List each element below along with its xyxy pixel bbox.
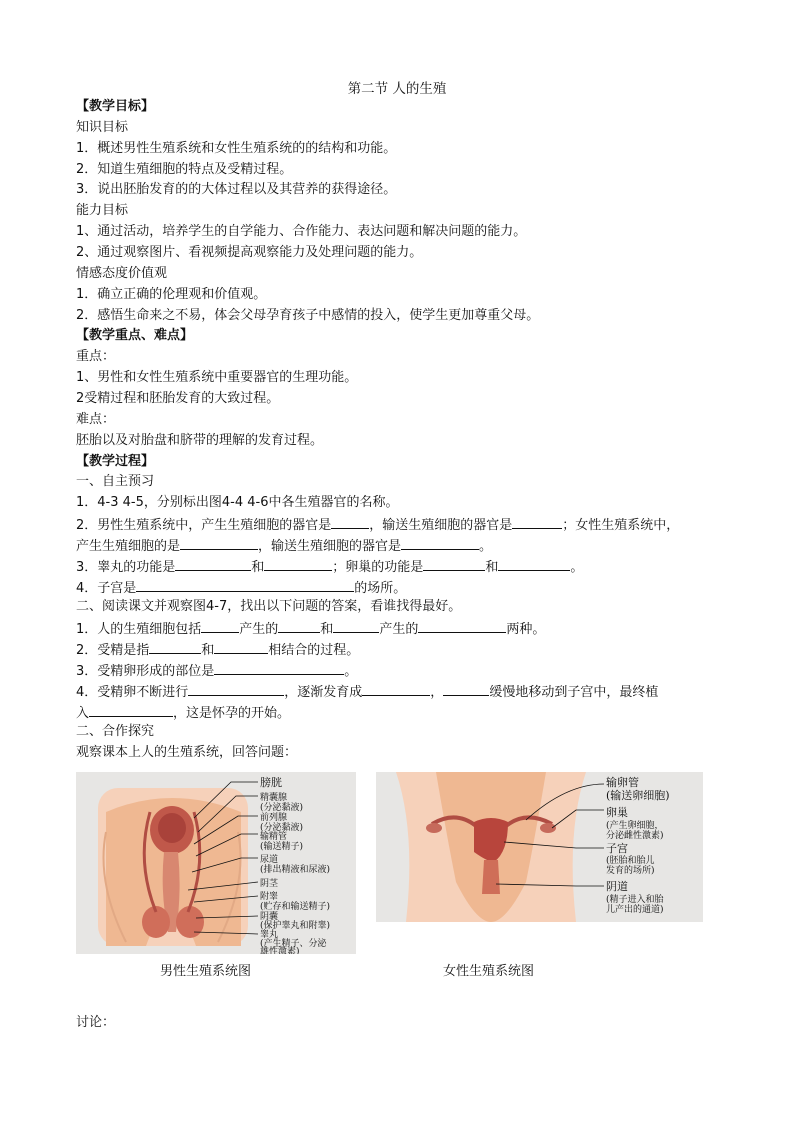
question-text: 的场所。 <box>354 581 407 596</box>
male-label: 阴囊 <box>260 912 279 922</box>
key-item: 2受精过程和胚胎发育的大致过程。 <box>76 391 280 406</box>
male-label: 精囊腺 <box>260 793 288 803</box>
female-label: (精子进入和胎 <box>606 895 664 905</box>
coop-text: 观察课本上人的生殖系统，回答问题： <box>76 745 298 760</box>
answer-blank[interactable] <box>278 618 320 633</box>
male-label: (排出精液和尿液) <box>260 865 331 875</box>
male-label: (分泌黏液) <box>260 823 304 833</box>
knowledge-item: 1．概述男性生殖系统和女性生殖系统的的结构和功能。 <box>76 141 397 156</box>
question-text: 4．子宫是 <box>76 581 137 596</box>
question-text: 缓慢地移动到子宫中，最终植 <box>489 685 659 700</box>
answer-blank[interactable] <box>443 681 489 696</box>
male-figure-caption: 男性生殖系统图 <box>160 964 252 979</box>
read-question-3 <box>76 660 357 682</box>
question-text: 相结合的过程。 <box>268 643 360 658</box>
female-label: 分泌雌性激素) <box>606 831 664 841</box>
question-text: ，输送生殖细胞的器官是 <box>258 539 402 554</box>
female-label: 卵巢 <box>606 806 628 819</box>
answer-blank[interactable] <box>175 556 251 571</box>
male-label: 输精管 <box>260 832 288 842</box>
question-text: 。 <box>570 560 584 575</box>
male-label: 雄性激素) <box>260 947 300 954</box>
key-item: 1、男性和女性生殖系统中重要器官的生理功能。 <box>76 370 358 385</box>
answer-blank[interactable] <box>423 556 485 571</box>
answer-blank[interactable] <box>89 702 173 717</box>
answer-blank[interactable] <box>418 618 506 633</box>
question-text: ；女性生殖系统中， <box>562 518 680 533</box>
question-text: 。 <box>344 664 358 679</box>
answer-blank[interactable] <box>149 639 201 654</box>
question-text: 产生生殖细胞的是 <box>76 539 181 554</box>
preview-question-2 <box>76 514 679 536</box>
male-label: (保护睾丸和附睾) <box>260 921 331 931</box>
coop-heading: 二、合作探究 <box>76 724 155 739</box>
question-text: 和 <box>251 560 265 575</box>
question-text: ；卵巢的功能是 <box>332 560 424 575</box>
keypoints-heading: 【教学重点、难点】 <box>76 328 194 343</box>
question-text: 和 <box>320 622 334 637</box>
question-text: 。 <box>479 539 493 554</box>
male-label: 膀胱 <box>260 776 282 789</box>
answer-blank[interactable] <box>362 681 430 696</box>
male-label: 阴茎 <box>260 879 279 889</box>
key-label: 重点： <box>76 349 116 364</box>
question-text: 3．受精卵形成的部位是 <box>76 664 215 679</box>
question-text: 产生的 <box>239 622 279 637</box>
question-text: 2．受精是指 <box>76 643 150 658</box>
question-text: ，这是怀孕的开始。 <box>173 706 291 721</box>
ability-item: 1、通过活动，培养学生的自学能力、合作能力、表达问题和解决问题的能力。 <box>76 224 527 239</box>
female-reproductive-figure <box>376 772 703 922</box>
question-text: ，逐渐发育成 <box>284 685 363 700</box>
male-label: (产生精子、分泌 <box>260 939 327 949</box>
female-label: (产生卵细胞， <box>606 821 664 831</box>
answer-blank[interactable] <box>331 514 369 529</box>
question-text: 两种。 <box>506 622 546 637</box>
question-text: 入 <box>76 706 90 721</box>
answer-blank[interactable] <box>214 660 344 675</box>
male-label: 睾丸 <box>260 930 279 940</box>
question-text: 4．受精卵不断进行 <box>76 685 189 700</box>
female-label: 输卵管 <box>606 776 639 789</box>
difficult-label: 难点： <box>76 412 116 427</box>
question-text: ，输送生殖细胞的器官是 <box>369 518 513 533</box>
question-text: 产生的 <box>379 622 419 637</box>
difficult-item: 胚胎以及对胎盘和脐带的理解的发育过程。 <box>76 433 324 448</box>
female-label: (输送卵细胞) <box>606 789 670 802</box>
male-label: (输送精子) <box>260 842 304 852</box>
read-heading: 二、阅读课文并观察图4-7，找出以下问题的答案，看谁找得最好。 <box>76 599 462 614</box>
question-text: 1．人的生殖细胞包括 <box>76 622 202 637</box>
knowledge-heading: 知识目标 <box>76 120 129 135</box>
male-label: 尿道 <box>260 855 279 865</box>
question-text: 2．男性生殖系统中，产生生殖细胞的器官是 <box>76 518 332 533</box>
answer-blank[interactable] <box>201 618 239 633</box>
male-label: 前列腺 <box>260 813 288 823</box>
read-question-2 <box>76 639 359 661</box>
answer-blank[interactable] <box>498 556 570 571</box>
question-text: ， <box>430 685 444 700</box>
question-text: 和 <box>201 643 215 658</box>
male-label: (分泌黏液) <box>260 803 304 813</box>
preview-question-1: 1．4-3 4-5，分别标出图4-4 4-6中各生殖器官的名称。 <box>76 495 399 510</box>
ability-item: 2、通过观察图片、看视频提高观察能力及处理问题的能力。 <box>76 245 423 260</box>
female-label: (胚胎和胎儿 <box>606 856 655 866</box>
answer-blank[interactable] <box>136 577 354 592</box>
answer-blank[interactable] <box>512 514 562 529</box>
question-text: 和 <box>485 560 499 575</box>
male-reproductive-figure <box>76 772 356 954</box>
emotion-item: 2．感悟生命来之不易，体会父母孕育孩子中感情的投入，使学生更加尊重父母。 <box>76 308 540 323</box>
knowledge-item: 3．说出胚胎发育的的大体过程以及其营养的获得途径。 <box>76 182 397 197</box>
emotion-heading: 情感态度价值观 <box>76 266 168 281</box>
female-diagram-illustration <box>376 772 703 922</box>
emotion-item: 1．确立正确的伦理观和价值观。 <box>76 287 267 302</box>
preview-heading: 一、自主预习 <box>76 474 155 489</box>
male-label: 附睾 <box>260 892 279 902</box>
preview-question-3 <box>76 556 583 578</box>
preview-question-4 <box>76 577 406 599</box>
ability-heading: 能力目标 <box>76 203 129 218</box>
answer-blank[interactable] <box>188 681 284 696</box>
read-question-1 <box>76 618 545 640</box>
read-question-4-cont <box>76 702 290 724</box>
female-label: 发育的场所) <box>606 866 655 876</box>
goals-heading: 【教学目标】 <box>76 99 155 114</box>
process-heading: 【教学过程】 <box>76 454 155 469</box>
female-figure-caption: 女性生殖系统图 <box>443 964 535 979</box>
answer-blank[interactable] <box>401 535 479 550</box>
knowledge-item: 2．知道生殖细胞的特点及受精过程。 <box>76 162 293 177</box>
page-title: 第二节 人的生殖 <box>347 81 447 97</box>
answer-blank[interactable] <box>333 618 379 633</box>
female-label: 子宫 <box>606 842 628 855</box>
question-text: 3．睾丸的功能是 <box>76 560 176 575</box>
read-question-4 <box>76 681 658 703</box>
female-label: 阴道 <box>606 880 628 893</box>
female-label: 儿产出的通道) <box>606 905 664 915</box>
discussion-label: 讨论： <box>76 1015 116 1030</box>
preview-question-2-cont <box>76 535 492 557</box>
answer-blank[interactable] <box>264 556 332 571</box>
answer-blank[interactable] <box>214 639 268 654</box>
answer-blank[interactable] <box>180 535 258 550</box>
male-label: (贮存和输送精子) <box>260 902 331 912</box>
male-diagram-illustration <box>76 772 356 954</box>
